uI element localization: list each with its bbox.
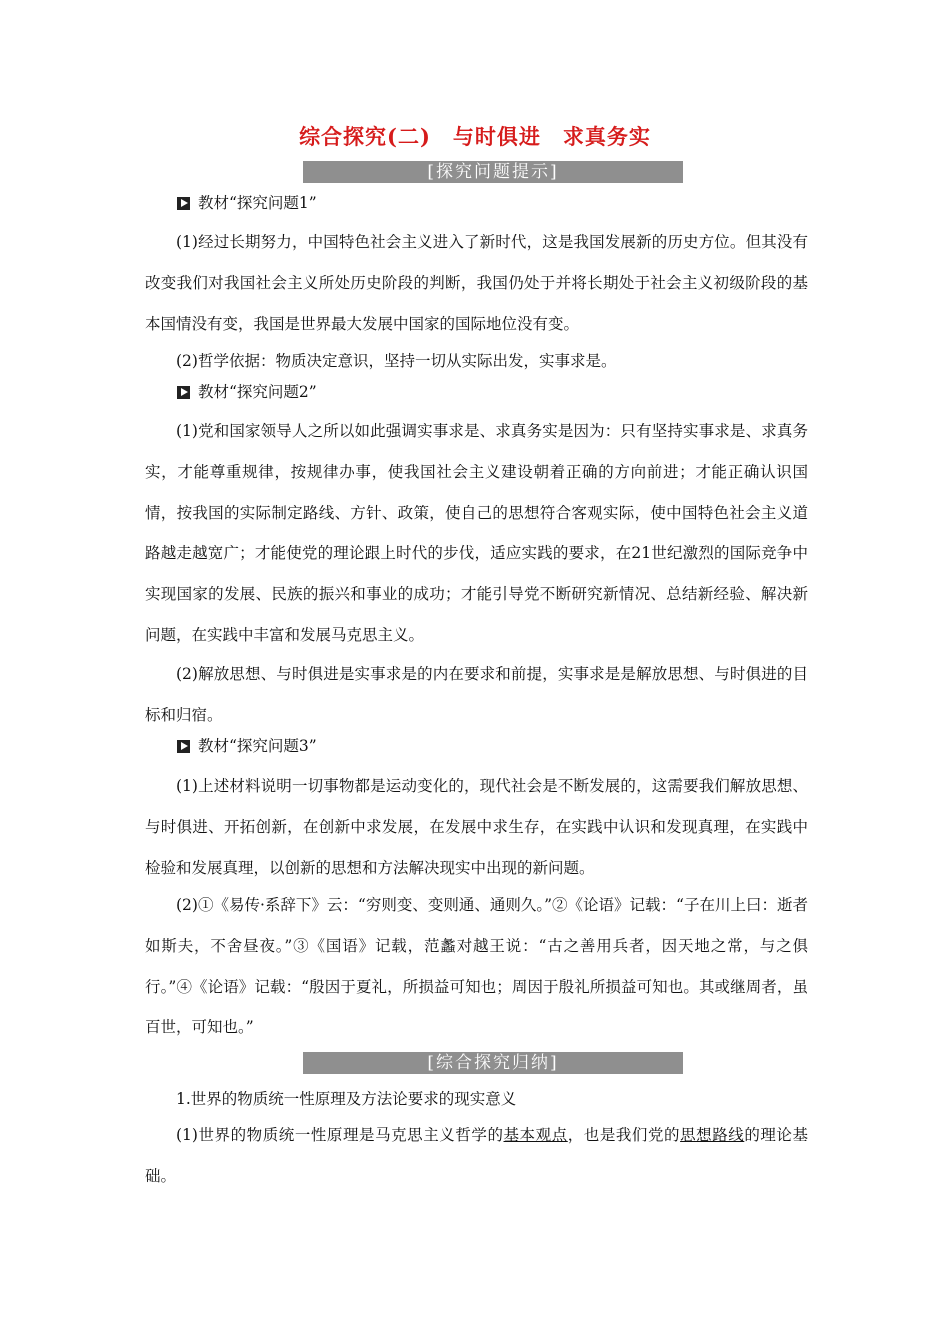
page-title: 综合探究(二) 与时俱进 求真务实 (299, 124, 651, 149)
question-2-paragraph-1: (1)党和国家领导人之所以如此强调实事求是、求真务实是因为：只有坚持实事求是、求真务实，才能尊重规律，按规律办事，使我国社会主义建设朝着正确的方向前进；才能正确认识国情，按我国的实际制定路线、方针、政策，使自己的思想符合客观实际，使中国特色社会主义道路越走越宽广；才能使党的理论跟上时代的步伐，适应实践的要求，在21世纪激烈的国际竞争中实现国家的发展、民族的振兴和事业的成功；才能引导党不断研究新情况、总结新经验、解决新问题，在实践中丰富和发展马克思主义。 (145, 422, 808, 644)
summary-text-a: (1)世界的物质统一性原理是马克思主义哲学的 (176, 1126, 504, 1144)
play-triangle-icon (177, 386, 190, 399)
underlined-term-ideological-line: 思想路线 (680, 1126, 745, 1144)
question-2-heading (177, 382, 317, 402)
question-1-heading (177, 193, 317, 213)
question-2-label: 教材“探究问题2” (198, 383, 317, 401)
section-banner-inquiry-hints: [探究问题提示] (303, 161, 683, 183)
section-banner-summary: [综合探究归纳] (303, 1052, 683, 1074)
question-1-paragraph-2: (2)哲学依据：物质决定意识，坚持一切从实际出发，实事求是。 (176, 352, 617, 370)
question-3-heading (177, 736, 317, 756)
question-3-paragraph-2: (2)①《易传·系辞下》云：“穷则变、变则通、通则久。”②《论语》记载：“子在川上曰：逝者如斯夫，不舍昼夜。”③《国语》记载，范蠡对越王说：“古之善用兵者，因天地之常，与之俱行。”④《论语》记载：“殷因于夏礼，所损益可知也；周因于殷礼所损益可知也。其或继周者，虽百世，可知也。” (145, 896, 808, 1037)
question-2-paragraph-2: (2)解放思想、与时俱进是实事求是的内在要求和前提，实事求是是解放思想、与时俱进的目标和归宿。 (145, 665, 808, 724)
play-triangle-icon (177, 740, 190, 753)
question-1-label: 教材“探究问题1” (198, 194, 317, 212)
play-triangle-icon (177, 197, 190, 210)
question-1-paragraph-1: (1)经过长期努力，中国特色社会主义进入了新时代，这是我国发展新的历史方位。但其没有改变我们对我国社会主义所处历史阶段的判断，我国仍处于并将长期处于社会主义初级阶段的基本国情没有变，我国是世界最大发展中国家的国际地位没有变。 (145, 233, 808, 333)
question-3-paragraph-1: (1)上述材料说明一切事物都是运动变化的，现代社会是不断发展的，这需要我们解放思想、与时俱进、开拓创新，在创新中求发展，在发展中求生存，在实践中认识和发现真理，在实践中检验和发展真理，以创新的思想和方法解决现实中出现的新问题。 (145, 777, 808, 877)
question-3-label: 教材“探究问题3” (198, 737, 317, 755)
underlined-term-basic-view: 基本观点 (503, 1126, 568, 1144)
summary-text-c: 的理论基础。 (145, 1126, 808, 1185)
summary-text-b: ，也是我们党的 (567, 1126, 681, 1144)
summary-paragraph-1 (145, 1115, 808, 1197)
summary-item-1: 1.世界的物质统一性原理及方法论要求的现实意义 (176, 1090, 517, 1108)
